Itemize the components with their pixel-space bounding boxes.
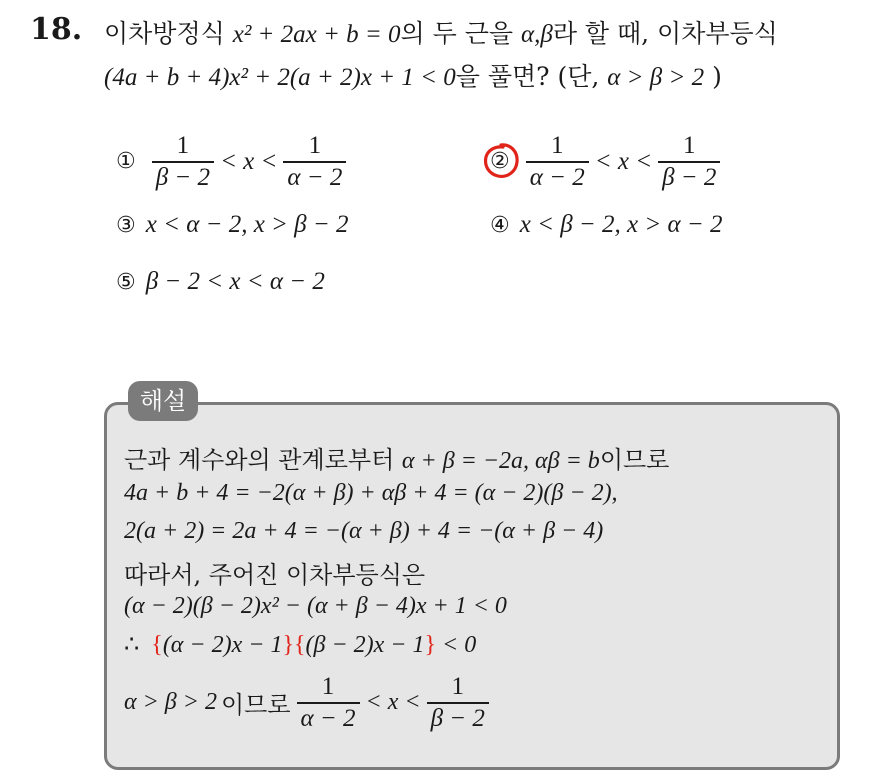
- choice-expression: β − 2 < x < α − 2: [145, 268, 325, 295]
- choice-number: ④: [490, 212, 510, 238]
- solution-text: 이므로: [220, 691, 291, 720]
- numerator: 1: [451, 673, 464, 700]
- choice-number: ③: [116, 212, 136, 238]
- fraction: [526, 131, 589, 193]
- denominator: α − 2: [287, 163, 343, 191]
- numerator: 1: [550, 132, 564, 159]
- choice-3[interactable]: [116, 211, 348, 239]
- choice-number: ①: [116, 149, 136, 175]
- fraction: [427, 672, 489, 734]
- inequality-middle: < x <: [365, 689, 421, 716]
- choice-5[interactable]: [116, 268, 325, 296]
- fraction: [658, 131, 720, 193]
- numerator: 1: [308, 132, 322, 159]
- solution-line-5: (α − 2)(β − 2)x² − (α + β − 4)x + 1 < 0: [124, 593, 507, 619]
- inequality-middle: < x <: [220, 147, 278, 175]
- numerator: 1: [321, 673, 335, 700]
- question-number: 18.: [30, 12, 83, 47]
- solution-line-2: 4a + b + 4 = −2(α + β) + αβ + 4 = (α − 2)(β − 2),: [124, 480, 618, 506]
- denominator: β − 2: [155, 163, 211, 191]
- solution-text: 근과 계수와의 관계로부터: [124, 446, 395, 474]
- solution-line-7: [124, 672, 495, 734]
- choice-4[interactable]: [490, 211, 722, 239]
- roots-label: α,β: [520, 21, 553, 48]
- factor-1: (α − 2)x − 1: [162, 632, 283, 658]
- denominator: α − 2: [529, 163, 585, 191]
- choice-number: ⑤: [116, 269, 136, 295]
- question-suffix-1: 의 두 근을: [400, 19, 514, 48]
- denominator: α − 2: [300, 704, 356, 732]
- question-prefix: 이차방정식: [104, 19, 225, 48]
- question-close: ): [712, 62, 722, 91]
- solution-line-4: 따라서, 주어진 이차부등식은: [124, 561, 426, 589]
- quadratic-inequality: (4a + b + 4)x² + 2(a + 2)x + 1 < 0: [104, 64, 456, 91]
- solution-line-1: [124, 440, 669, 475]
- choice-1[interactable]: [116, 131, 352, 193]
- question-suffix-2: 라 할 때, 이차부등식: [552, 19, 778, 48]
- brace-open: {: [151, 632, 163, 658]
- choice-number: [490, 149, 510, 174]
- answer-circle-icon: [481, 141, 521, 181]
- fraction: [152, 131, 214, 193]
- solution-line-6: [124, 630, 476, 659]
- denominator: β − 2: [662, 163, 717, 191]
- factor-2: (β − 2)x − 1: [305, 632, 425, 658]
- quadratic-equation: x² + 2ax + b = 0: [232, 21, 401, 48]
- denominator: β − 2: [430, 704, 485, 732]
- question-line-2: [104, 57, 722, 93]
- choice-expression: x < α − 2, x > β − 2: [145, 211, 349, 238]
- question-line-1: [104, 14, 778, 50]
- solution-tag: 해설: [128, 381, 198, 421]
- condition: α > β > 2: [124, 689, 217, 716]
- choice-2[interactable]: [490, 131, 726, 193]
- solution-text: 이므로: [599, 446, 670, 474]
- therefore-symbol: ∴: [124, 632, 140, 658]
- brace-close: }: [424, 632, 437, 658]
- fraction: [297, 672, 360, 734]
- numerator: 1: [682, 132, 696, 159]
- solution-math: α + β = −2a, αβ = b: [401, 448, 600, 474]
- choice-expression: x < β − 2, x > α − 2: [519, 211, 723, 238]
- condition: α > β > 2: [607, 64, 705, 91]
- brace-open: {: [293, 632, 306, 658]
- inequality-tail: < 0: [442, 632, 477, 658]
- inequality-middle: < x <: [594, 147, 653, 175]
- solution-line-3: 2(a + 2) = 2a + 4 = −(α + β) + 4 = −(α + β − 4): [124, 518, 604, 544]
- choice-number-text: ②: [490, 149, 510, 175]
- numerator: 1: [176, 132, 190, 159]
- question-suffix-3: 을 풀면? (단,: [455, 62, 600, 91]
- brace-close: }: [282, 632, 294, 658]
- fraction: [283, 131, 346, 193]
